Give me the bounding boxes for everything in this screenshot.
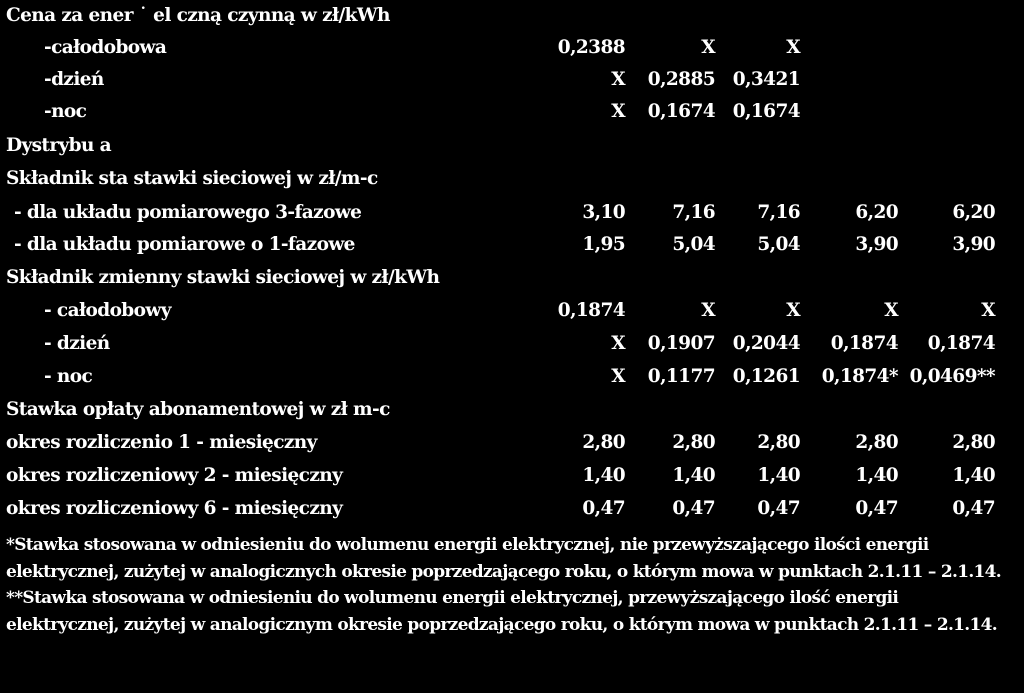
row-label: okres rozliczeniowy 2 - miesięczny (6, 465, 343, 486)
subscription-row-2-month (0, 460, 1024, 492)
value-cell: 0,47 (757, 498, 800, 519)
value-cell: 0,47 (672, 498, 715, 519)
value-cell: 0,3421 (732, 69, 800, 90)
value-cell: 0,2885 (647, 69, 715, 90)
fixed-row-1-phase (0, 229, 1024, 261)
variable-component-header: Składnik zmienny stawki sieciowej w zł/kWh (6, 267, 440, 288)
value-cell: 2,80 (952, 432, 995, 453)
value-cell: X (786, 37, 800, 58)
value-cell: 0,2044 (732, 333, 800, 354)
value-cell: X (611, 69, 625, 90)
value-cell: 0,1874* (821, 366, 898, 387)
value-cell: 0,1874 (927, 333, 995, 354)
energy-price-header-row (0, 0, 1024, 32)
energy-row-24h (0, 32, 1024, 64)
value-cell: 0,0469** (909, 366, 995, 387)
value-cell: 6,20 (855, 202, 898, 223)
value-cell: 0,1874 (557, 300, 625, 321)
value-cell: 0,1261 (732, 366, 800, 387)
value-cell: X (884, 300, 898, 321)
value-cell: 3,90 (855, 234, 898, 255)
value-cell: X (981, 300, 995, 321)
value-cell: 0,47 (582, 498, 625, 519)
row-label: - noc (44, 366, 93, 387)
row-label: -dzień (44, 69, 104, 90)
row-label: okres rozliczenio 1 - miesięczny (6, 432, 317, 453)
value-cell: 7,16 (672, 202, 715, 223)
value-cell: X (611, 333, 625, 354)
footnote-double-star: **Stawka stosowana w odniesieniu do wolumenu energii elektrycznej, przewyższającego ilość energii elektrycznej, zużytej w analogicznym okresie poprzedzającego roku, o którym mowa w punktach 2.1.11 – 2.1.14. (6, 588, 997, 635)
fixed-component-header: Składnik sta stawki sieciowej w zł/m-c (6, 168, 378, 189)
footnotes (6, 532, 1016, 638)
value-cell: 7,16 (757, 202, 800, 223)
value-cell: 0,1674 (732, 101, 800, 122)
value-cell: 0,47 (952, 498, 995, 519)
subscription-header: Stawka opłaty abonamentowej w zł m-c (6, 399, 390, 420)
value-cell: 2,80 (582, 432, 625, 453)
energy-row-night (0, 96, 1024, 128)
distribution-header-row (0, 130, 1024, 162)
value-cell: 6,20 (952, 202, 995, 223)
value-cell: 0,1907 (647, 333, 715, 354)
value-cell: X (786, 300, 800, 321)
value-cell: 2,80 (855, 432, 898, 453)
subscription-row-6-month (0, 493, 1024, 525)
fixed-component-header-row (0, 163, 1024, 195)
value-cell: 1,95 (582, 234, 625, 255)
distribution-header: Dystrybu a (6, 135, 112, 156)
footnote-single-star: *Stawka stosowana w odniesieniu do wolumenu energii elektrycznej, nie przewyższającego ilości energii elektrycznej, zużytej w analogicznych okresie poprzedzającego roku, o którym mowa w punktach 2.1.11 – 2.1.14. (6, 535, 1002, 582)
value-cell: 1,40 (855, 465, 898, 486)
value-cell: X (611, 101, 625, 122)
variable-row-day (0, 328, 1024, 360)
value-cell: 0,47 (855, 498, 898, 519)
row-label: - całodobowy (44, 300, 171, 321)
value-cell: 1,40 (582, 465, 625, 486)
value-cell: 0,1874 (830, 333, 898, 354)
energy-row-day (0, 64, 1024, 96)
variable-component-header-row (0, 262, 1024, 294)
value-cell: 1,40 (952, 465, 995, 486)
value-cell: 0,2388 (557, 37, 625, 58)
value-cell: X (701, 37, 715, 58)
subscription-row-1-month (0, 427, 1024, 459)
value-cell: 1,40 (757, 465, 800, 486)
row-label: okres rozliczeniowy 6 - miesięczny (6, 498, 343, 519)
fixed-row-3-phase (0, 197, 1024, 229)
value-cell: 0,1674 (647, 101, 715, 122)
variable-row-night (0, 361, 1024, 393)
value-cell: X (611, 366, 625, 387)
row-label: - dla układu pomiarowe o 1-fazowe (14, 234, 355, 255)
value-cell: 2,80 (672, 432, 715, 453)
row-label: - dla układu pomiarowego 3-fazowe (14, 202, 362, 223)
row-label: - dzień (44, 333, 110, 354)
value-cell: X (701, 300, 715, 321)
energy-price-header: Cena za ener ˙ el czną czynną w zł/kWh (6, 5, 390, 26)
row-label: -całodobowa (44, 37, 167, 58)
value-cell: 5,04 (757, 234, 800, 255)
value-cell: 5,04 (672, 234, 715, 255)
value-cell: 0,1177 (647, 366, 715, 387)
variable-row-24h (0, 295, 1024, 327)
value-cell: 2,80 (757, 432, 800, 453)
value-cell: 1,40 (672, 465, 715, 486)
value-cell: 3,90 (952, 234, 995, 255)
subscription-header-row (0, 394, 1024, 426)
value-cell: 3,10 (582, 202, 625, 223)
row-label: -noc (44, 101, 87, 122)
